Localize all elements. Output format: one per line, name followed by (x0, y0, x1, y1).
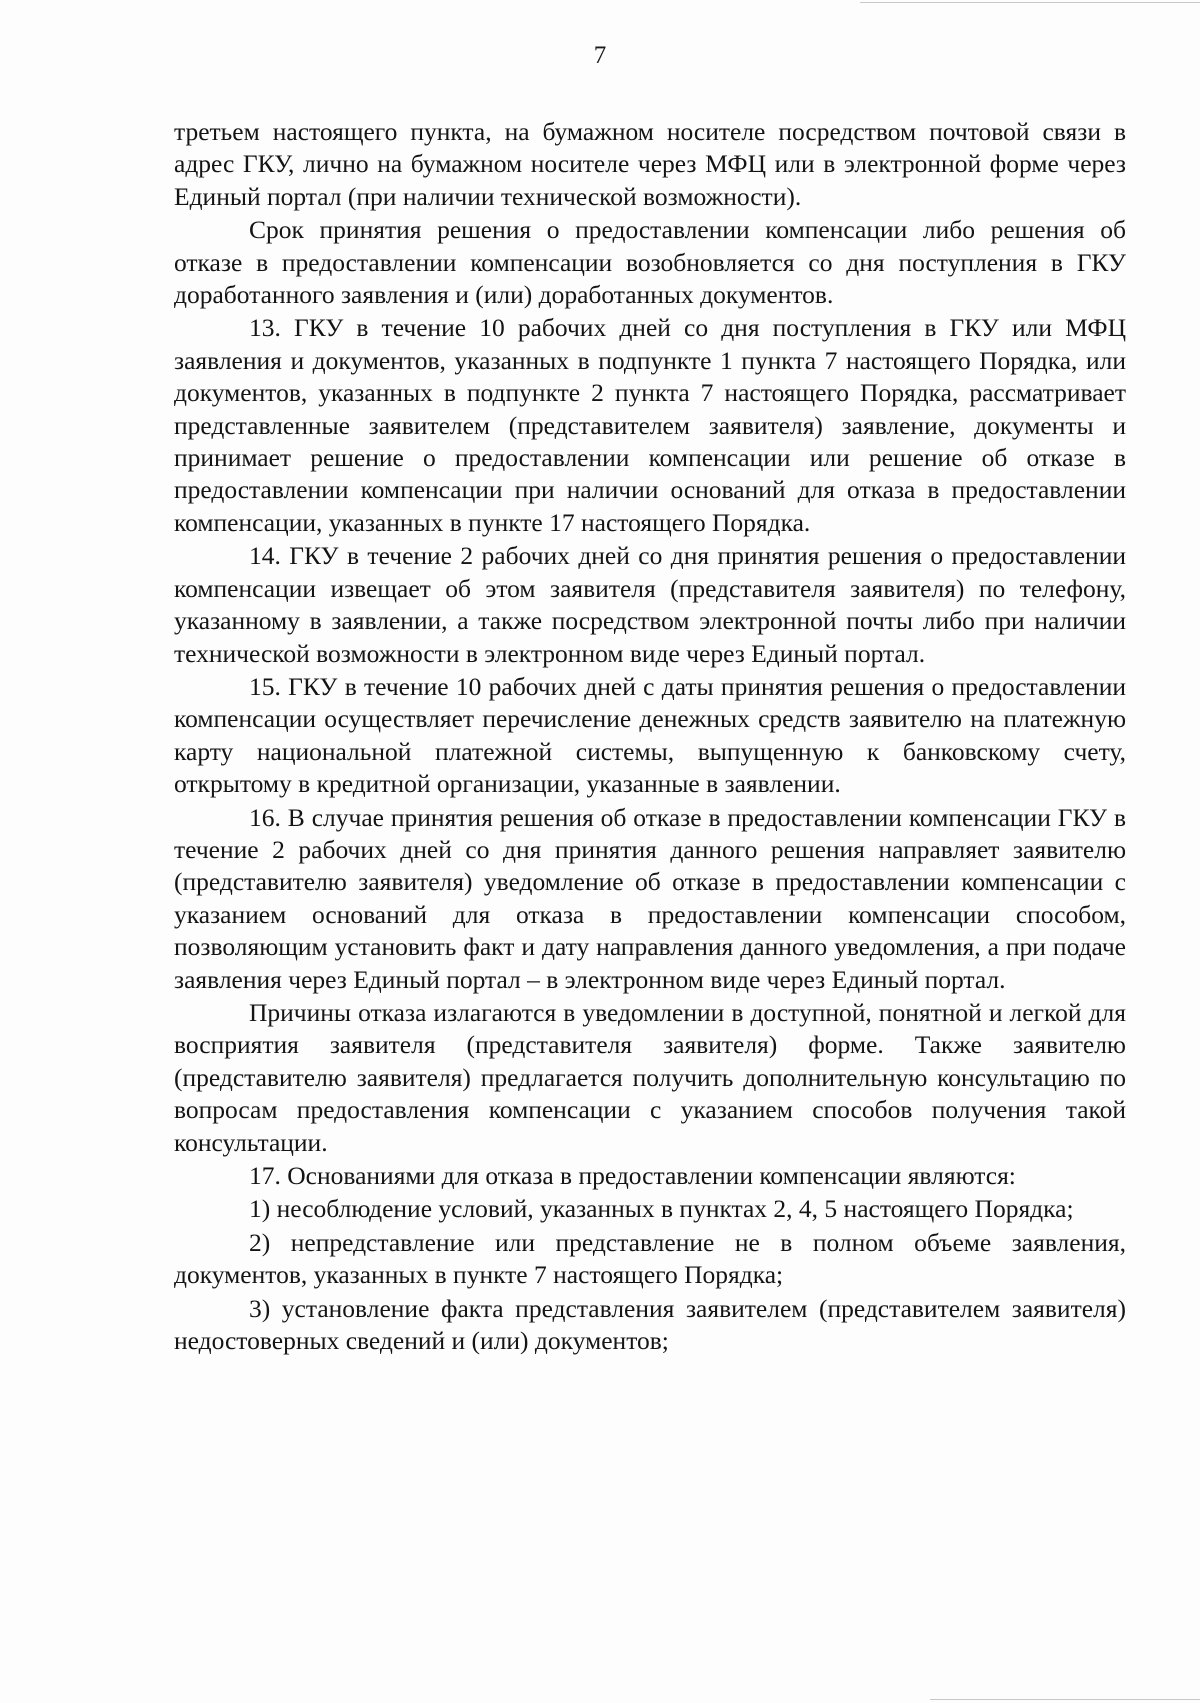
paragraph-clause-16: 16. В случае принятия решения об отказе в предоставлении компенсации ГКУ в течение 2 рабочих дней со дня принятия данного решения направляет заявителю (представителю заявителя) уведомление об отказе в предоставлении компенсации с указанием оснований для отказа в предоставлении компенсации способом, позволяющим установить факт и дату направления данного уведомления, а при подаче заявления через Единый портал – в электронном виде через Единый портал. (174, 802, 1126, 994)
paragraph-clause-15: 15. ГКУ в течение 10 рабочих дней с даты принятия решения о предоставлении компенсации осуществляет перечисление денежных средств заявителю на платежную карту национальной платежной системы, выпущенную к банковскому счету, открытому в кредитной организации, указанные в заявлении. (174, 671, 1126, 799)
paragraph-review-period: Срок принятия решения о предоставлении компенсации либо решения об отказе в предоставлении компенсации возобновляется со дня поступления в ГКУ доработанного заявления и (или) доработанных документов. (174, 215, 1126, 310)
list-item-2: 2) непредставление или представление не в полном объеме заявления, документов, указанных в пункте 7 настоящего Порядка; (174, 1227, 1126, 1290)
list-item-3: 3) установление факта представления заявителем (представителем заявителя) недостоверных сведений и (или) документов; (174, 1293, 1126, 1356)
list-item-1: 1) несоблюдение условий, указанных в пунктах 2, 4, 5 настоящего Порядка; (249, 1194, 1074, 1224)
paragraph-continuation: третьем настоящего пункта, на бумажном носителе посредством почтовой связи в адрес ГКУ, лично на бумажном носителе через МФЦ или в электронной форме через Единый портал (при наличии технической возможности). (174, 117, 1126, 211)
paragraph-clause-17: 17. Основаниями для отказа в предоставлении компенсации являются: (249, 1161, 1016, 1190)
document-body (174, 116, 1126, 1358)
paragraph-clause-14: 14. ГКУ в течение 2 рабочих дней со дня принятия решения о предоставлении компенсации извещает об этом заявителя (представителя заявителя) по телефону, указанному в заявлении, а также посредством электронной почты либо при наличии технической возможности в электронном виде через Единый портал. (174, 541, 1126, 668)
paragraph-refusal-reasons: Причины отказа излагаются в уведомлении в доступной, понятной и легкой для восприятия заявителя (представителя заявителя) форме. Также заявителю (представителю заявителя) предлагается получить дополнительную консультацию по вопросам предоставления компенсации с указанием способов получения такой консультации. (174, 997, 1126, 1157)
scan-edge-line-top (860, 2, 1200, 3)
paragraph-clause-13: 13. ГКУ в течение 10 рабочих дней со дня поступления в ГКУ или МФЦ заявления и документов, указанных в подпункте 1 пункта 7 настоящего Порядка, или документов, указанных в подпункте 2 пункта 7 настоящего Порядка, рассматривает представленные заявителем (представителем заявителя) заявление, документы и принимает решение о предоставлении компенсации или решение об отказе в предоставлении компенсации при наличии оснований для отказа в предоставлении компенсации, указанных в пункте 17 настоящего Порядка. (174, 313, 1126, 537)
scan-edge-line-bottom (930, 1699, 1200, 1700)
page-number: 7 (593, 42, 607, 69)
